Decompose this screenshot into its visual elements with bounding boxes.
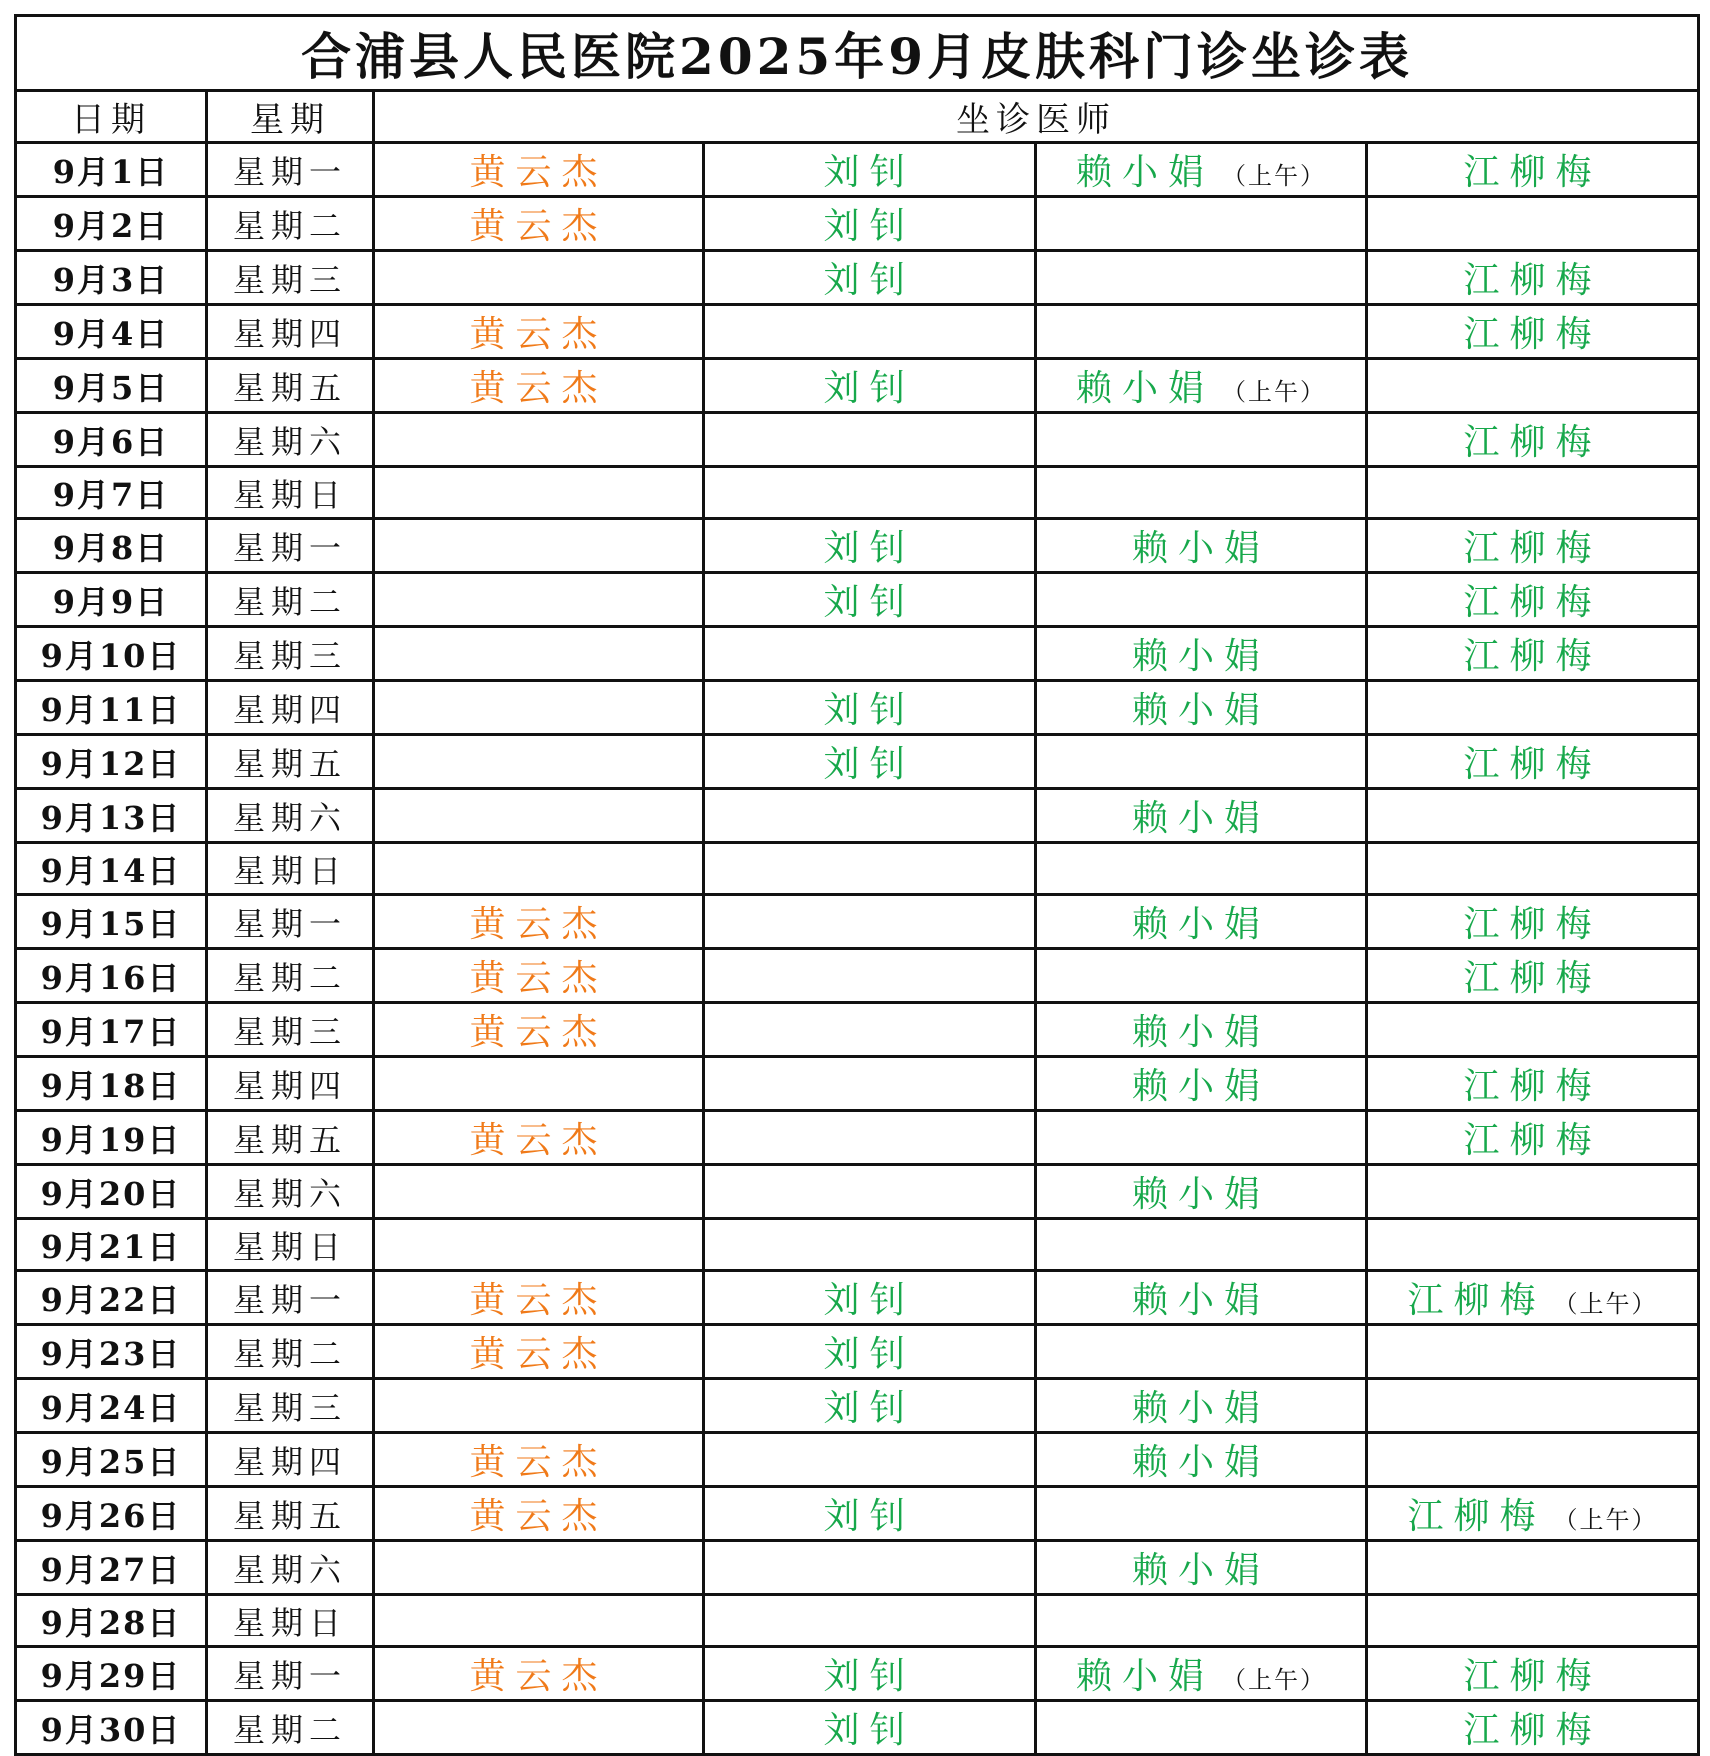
doctor-cell (704, 895, 1036, 949)
doctor-cell (374, 949, 704, 1003)
doctor-cell (704, 1165, 1036, 1219)
doctor-name: 黄云杰 (469, 1496, 608, 1537)
doctor-cell (1036, 1003, 1367, 1057)
doctor-cell (374, 1057, 704, 1111)
doctor-name: 赖小娟 (1131, 1550, 1270, 1591)
doctor-cell (1367, 413, 1699, 467)
doctor-cell (1367, 467, 1699, 519)
doctor-cell (1367, 1325, 1699, 1379)
doctor-cell (704, 681, 1036, 735)
table-row (16, 1433, 1699, 1487)
doctor-cell (374, 1325, 704, 1379)
table-row (16, 681, 1699, 735)
table-row (16, 895, 1699, 949)
table-row (16, 519, 1699, 573)
doctor-name: 江柳梅 (1463, 260, 1602, 301)
weekday-cell: 星期三 (207, 1003, 374, 1057)
doctor-cell (374, 735, 704, 789)
doctor-cell (374, 843, 704, 895)
doctor-name: 江柳梅 (1463, 958, 1602, 999)
weekday-cell: 星期一 (207, 1647, 374, 1701)
table-row (16, 735, 1699, 789)
weekday-cell: 星期六 (207, 1541, 374, 1595)
doctor-name: 黄云杰 (469, 152, 608, 193)
weekday-cell: 星期日 (207, 467, 374, 519)
date-cell: 9月12日 (16, 735, 207, 789)
weekday-cell: 星期二 (207, 197, 374, 251)
doctor-cell (1036, 519, 1367, 573)
doctor-cell (1367, 895, 1699, 949)
doctor-cell (1367, 305, 1699, 359)
weekday-cell: 星期三 (207, 627, 374, 681)
doctor-cell (374, 1271, 704, 1325)
doctor-name: 黄云杰 (469, 314, 608, 355)
doctor-name: 江柳梅 (1463, 582, 1602, 623)
doctor-cell (374, 413, 704, 467)
weekday-cell: 星期四 (207, 1433, 374, 1487)
doctor-cell (1036, 1111, 1367, 1165)
date-cell: 9月20日 (16, 1165, 207, 1219)
table-row (16, 1003, 1699, 1057)
doctor-cell (374, 143, 704, 197)
doctor-cell (1367, 1595, 1699, 1647)
doctor-cell (704, 1487, 1036, 1541)
table-row (16, 573, 1699, 627)
doctor-cell (704, 1541, 1036, 1595)
doctor-cell (704, 1379, 1036, 1433)
doctor-cell (704, 1701, 1036, 1755)
doctor-name: 赖小娟 (1131, 1388, 1270, 1429)
doctor-cell (374, 895, 704, 949)
date-cell: 9月25日 (16, 1433, 207, 1487)
table-row (16, 197, 1699, 251)
doctor-name: 赖小娟 (1075, 1656, 1214, 1697)
doctor-cell (1036, 1271, 1367, 1325)
doctor-cell (1036, 843, 1367, 895)
doctor-cell (1367, 1647, 1699, 1701)
doctor-cell (1367, 1487, 1699, 1541)
doctor-name: 刘钊 (823, 1656, 916, 1697)
doctor-cell (374, 1701, 704, 1755)
doctor-cell (1036, 627, 1367, 681)
doctor-name: 黄云杰 (469, 1280, 608, 1321)
date-cell: 9月18日 (16, 1057, 207, 1111)
date-cell: 9月29日 (16, 1647, 207, 1701)
date-cell: 9月8日 (16, 519, 207, 573)
table-row (16, 1379, 1699, 1433)
doctor-cell (1036, 1541, 1367, 1595)
doctor-cell (704, 1271, 1036, 1325)
doctor-cell (704, 1647, 1036, 1701)
table-row (16, 949, 1699, 1003)
doctor-name: 江柳梅 (1463, 1710, 1602, 1751)
doctor-name: 刘钊 (823, 582, 916, 623)
date-cell: 9月14日 (16, 843, 207, 895)
doctor-cell (1367, 1111, 1699, 1165)
date-cell: 9月24日 (16, 1379, 207, 1433)
doctor-cell (704, 573, 1036, 627)
doctor-cell (374, 467, 704, 519)
doctor-cell (1367, 627, 1699, 681)
doctor-cell (1367, 143, 1699, 197)
date-cell: 9月6日 (16, 413, 207, 467)
date-cell: 9月11日 (16, 681, 207, 735)
doctor-cell (1367, 519, 1699, 573)
date-cell: 9月4日 (16, 305, 207, 359)
doctor-cell (1367, 949, 1699, 1003)
doctor-cell (704, 305, 1036, 359)
doctor-cell (1036, 1219, 1367, 1271)
doctor-name: 黄云杰 (469, 368, 608, 409)
doctor-name: 刘钊 (823, 152, 916, 193)
doctor-name: 刘钊 (823, 528, 916, 569)
doctor-cell (1036, 573, 1367, 627)
doctor-name: 赖小娟 (1131, 1012, 1270, 1053)
doctor-cell (374, 1433, 704, 1487)
date-cell: 9月16日 (16, 949, 207, 1003)
doctor-name: 刘钊 (823, 744, 916, 785)
doctor-cell (374, 305, 704, 359)
doctor-cell (1367, 359, 1699, 413)
doctor-name: 刘钊 (823, 368, 916, 409)
date-cell: 9月28日 (16, 1595, 207, 1647)
doctor-cell (1036, 305, 1367, 359)
table-row (16, 467, 1699, 519)
doctor-cell (1036, 895, 1367, 949)
weekday-cell: 星期日 (207, 1219, 374, 1271)
table-row (16, 1541, 1699, 1595)
doctor-cell (1036, 1647, 1367, 1701)
schedule-table (14, 14, 1700, 1756)
doctor-cell (1367, 1379, 1699, 1433)
session-note: （上午） (1553, 1290, 1658, 1318)
doctor-cell (1036, 143, 1367, 197)
date-cell: 9月30日 (16, 1701, 207, 1755)
doctor-cell (1367, 1057, 1699, 1111)
table-row (16, 1595, 1699, 1647)
doctor-cell (374, 519, 704, 573)
doctor-cell (1367, 1271, 1699, 1325)
doctor-cell (1367, 573, 1699, 627)
weekday-cell: 星期二 (207, 573, 374, 627)
date-cell: 9月27日 (16, 1541, 207, 1595)
doctor-cell (704, 789, 1036, 843)
doctor-name: 江柳梅 (1407, 1496, 1546, 1537)
doctor-cell (1036, 1057, 1367, 1111)
doctor-name: 刘钊 (823, 690, 916, 731)
doctor-name: 赖小娟 (1131, 690, 1270, 731)
doctor-cell (1036, 1325, 1367, 1379)
date-cell: 9月26日 (16, 1487, 207, 1541)
doctor-cell (374, 627, 704, 681)
doctor-name: 黄云杰 (469, 1656, 608, 1697)
doctor-cell (374, 251, 704, 305)
weekday-cell: 星期一 (207, 895, 374, 949)
doctor-cell (704, 1111, 1036, 1165)
doctor-cell (1367, 1701, 1699, 1755)
weekday-cell: 星期三 (207, 1379, 374, 1433)
table-row (16, 1219, 1699, 1271)
doctor-cell (1367, 1003, 1699, 1057)
doctor-name: 赖小娟 (1131, 528, 1270, 569)
doctor-cell (1036, 251, 1367, 305)
doctor-name: 黄云杰 (469, 206, 608, 247)
table-row (16, 359, 1699, 413)
doctor-cell (1036, 197, 1367, 251)
doctor-cell (374, 1379, 704, 1433)
doctor-name: 黄云杰 (469, 904, 608, 945)
table-row (16, 251, 1699, 305)
doctor-cell (374, 789, 704, 843)
weekday-cell: 星期日 (207, 843, 374, 895)
weekday-cell: 星期四 (207, 305, 374, 359)
doctor-cell (704, 251, 1036, 305)
doctor-cell (1036, 735, 1367, 789)
session-note: （上午） (1222, 378, 1326, 406)
doctor-cell (374, 681, 704, 735)
doctor-cell (1036, 359, 1367, 413)
doctor-cell (1036, 1595, 1367, 1647)
table-row (16, 1165, 1699, 1219)
header-row (16, 91, 1699, 143)
doctor-name: 刘钊 (823, 1334, 916, 1375)
doctor-cell (1036, 467, 1367, 519)
date-cell: 9月7日 (16, 467, 207, 519)
doctor-name: 江柳梅 (1463, 314, 1602, 355)
doctor-name: 江柳梅 (1463, 528, 1602, 569)
doctor-cell (1367, 197, 1699, 251)
weekday-cell: 星期二 (207, 1701, 374, 1755)
session-note: （上午） (1222, 1666, 1326, 1694)
doctor-name: 刘钊 (823, 206, 916, 247)
doctor-name: 黄云杰 (469, 1120, 608, 1161)
weekday-cell: 星期二 (207, 1325, 374, 1379)
doctor-cell (704, 413, 1036, 467)
weekday-cell: 星期四 (207, 1057, 374, 1111)
doctor-name: 江柳梅 (1463, 904, 1602, 945)
doctor-cell (374, 1595, 704, 1647)
doctor-cell (1036, 681, 1367, 735)
date-cell: 9月22日 (16, 1271, 207, 1325)
weekday-header: 星期 (207, 91, 374, 143)
doctor-name: 刘钊 (823, 1710, 916, 1751)
doctor-name: 赖小娟 (1131, 1174, 1270, 1215)
doctor-cell (374, 1165, 704, 1219)
table-row (16, 1111, 1699, 1165)
doctor-cell (1367, 789, 1699, 843)
doctor-cell (1367, 1165, 1699, 1219)
doctor-name: 黄云杰 (469, 1442, 608, 1483)
doctor-cell (1367, 681, 1699, 735)
doctor-cell (374, 1111, 704, 1165)
doctor-cell (704, 627, 1036, 681)
table-row (16, 1325, 1699, 1379)
doctor-cell (704, 467, 1036, 519)
doctor-name: 江柳梅 (1463, 422, 1602, 463)
doctor-name: 刘钊 (823, 1388, 916, 1429)
doctor-name: 江柳梅 (1463, 1656, 1602, 1697)
doctor-cell (704, 143, 1036, 197)
weekday-cell: 星期日 (207, 1595, 374, 1647)
doctor-name: 赖小娟 (1131, 904, 1270, 945)
date-cell: 9月21日 (16, 1219, 207, 1271)
date-cell: 9月15日 (16, 895, 207, 949)
doctor-cell (374, 359, 704, 413)
doctor-cell (1367, 843, 1699, 895)
doctor-name: 黄云杰 (469, 1012, 608, 1053)
doctor-name: 赖小娟 (1131, 1066, 1270, 1107)
doctor-cell (374, 1541, 704, 1595)
doctor-cell (704, 1325, 1036, 1379)
weekday-cell: 星期四 (207, 681, 374, 735)
date-header: 日期 (16, 91, 207, 143)
doctor-cell (704, 519, 1036, 573)
table-row (16, 843, 1699, 895)
doctor-cell (704, 359, 1036, 413)
doctor-name: 江柳梅 (1463, 152, 1602, 193)
doctor-name: 刘钊 (823, 1496, 916, 1537)
doctor-name: 江柳梅 (1463, 1120, 1602, 1161)
doctor-cell (1367, 1433, 1699, 1487)
session-note: （上午） (1553, 1506, 1658, 1534)
weekday-cell: 星期一 (207, 1271, 374, 1325)
weekday-cell: 星期二 (207, 949, 374, 1003)
date-cell: 9月23日 (16, 1325, 207, 1379)
date-cell: 9月3日 (16, 251, 207, 305)
schedule-body (16, 16, 1699, 1755)
weekday-cell: 星期五 (207, 735, 374, 789)
table-row (16, 1057, 1699, 1111)
weekday-cell: 星期六 (207, 789, 374, 843)
doctor-name: 江柳梅 (1463, 744, 1602, 785)
doctor-cell (1036, 789, 1367, 843)
weekday-cell: 星期六 (207, 1165, 374, 1219)
doctor-cell (1036, 1165, 1367, 1219)
doctors-header: 坐诊医师 (374, 91, 1699, 143)
doctor-name: 黄云杰 (469, 1334, 608, 1375)
session-note: （上午） (1222, 162, 1326, 190)
doctor-name: 赖小娟 (1131, 798, 1270, 839)
doctor-name: 黄云杰 (469, 958, 608, 999)
doctor-cell (704, 1057, 1036, 1111)
doctor-name: 江柳梅 (1407, 1280, 1546, 1321)
date-cell: 9月10日 (16, 627, 207, 681)
table-row (16, 1487, 1699, 1541)
table-row (16, 1647, 1699, 1701)
date-cell: 9月17日 (16, 1003, 207, 1057)
doctor-cell (374, 1487, 704, 1541)
doctor-name: 赖小娟 (1131, 1442, 1270, 1483)
weekday-cell: 星期一 (207, 143, 374, 197)
doctor-cell (1036, 949, 1367, 1003)
doctor-name: 刘钊 (823, 260, 916, 301)
doctor-cell (374, 1647, 704, 1701)
doctor-cell (704, 1433, 1036, 1487)
doctor-cell (1036, 1701, 1367, 1755)
doctor-cell (1367, 1219, 1699, 1271)
doctor-cell (374, 197, 704, 251)
doctor-cell (374, 573, 704, 627)
doctor-cell (704, 1003, 1036, 1057)
table-row (16, 413, 1699, 467)
doctor-name: 赖小娟 (1131, 636, 1270, 677)
weekday-cell: 星期六 (207, 413, 374, 467)
page-title: 合浦县人民医院2025年9月皮肤科门诊坐诊表 (16, 16, 1699, 91)
table-row (16, 789, 1699, 843)
doctor-name: 赖小娟 (1075, 152, 1214, 193)
date-cell: 9月1日 (16, 143, 207, 197)
doctor-name: 江柳梅 (1463, 636, 1602, 677)
weekday-cell: 星期五 (207, 1111, 374, 1165)
doctor-cell (1036, 1433, 1367, 1487)
table-row (16, 627, 1699, 681)
doctor-cell (374, 1219, 704, 1271)
doctor-cell (704, 843, 1036, 895)
doctor-cell (704, 735, 1036, 789)
weekday-cell: 星期三 (207, 251, 374, 305)
doctor-cell (1367, 735, 1699, 789)
doctor-cell (1367, 251, 1699, 305)
doctor-cell (704, 949, 1036, 1003)
table-row (16, 305, 1699, 359)
table-row (16, 1271, 1699, 1325)
date-cell: 9月2日 (16, 197, 207, 251)
doctor-cell (1036, 1379, 1367, 1433)
doctor-name: 赖小娟 (1131, 1280, 1270, 1321)
doctor-name: 赖小娟 (1075, 368, 1214, 409)
doctor-name: 刘钊 (823, 1280, 916, 1321)
doctor-cell (704, 1595, 1036, 1647)
doctor-cell (374, 1003, 704, 1057)
doctor-name: 江柳梅 (1463, 1066, 1602, 1107)
date-cell: 9月13日 (16, 789, 207, 843)
date-cell: 9月5日 (16, 359, 207, 413)
date-cell: 9月9日 (16, 573, 207, 627)
weekday-cell: 星期五 (207, 359, 374, 413)
weekday-cell: 星期五 (207, 1487, 374, 1541)
doctor-cell (704, 197, 1036, 251)
title-row (16, 16, 1699, 91)
doctor-cell (704, 1219, 1036, 1271)
doctor-cell (1036, 413, 1367, 467)
date-cell: 9月19日 (16, 1111, 207, 1165)
doctor-cell (1367, 1541, 1699, 1595)
table-row (16, 143, 1699, 197)
table-row (16, 1701, 1699, 1755)
weekday-cell: 星期一 (207, 519, 374, 573)
doctor-cell (1036, 1487, 1367, 1541)
